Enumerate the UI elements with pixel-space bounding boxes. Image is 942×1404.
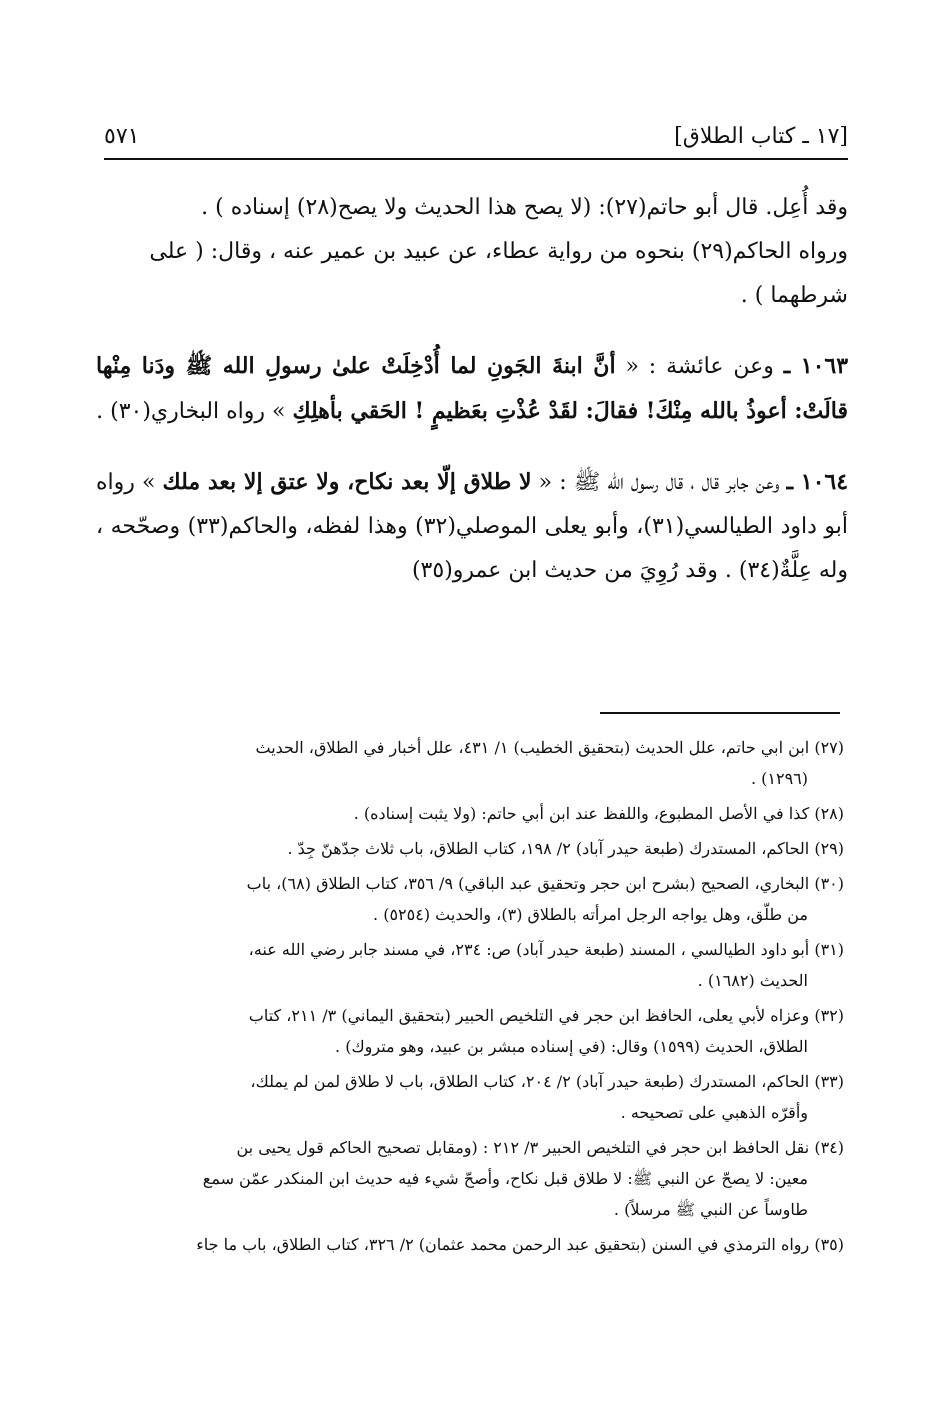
running-header [104, 118, 848, 160]
hadith-source: » رواه البخاري(٣٠) . [96, 399, 286, 424]
hadith-quote: لا طلاق إلّا بعد نكاح، ولا عتق إلا بعد ملك [162, 469, 532, 495]
footnote-line: (٣١) أبو داود الطيالسي ، المسند (طبعة حيدر آباد) ص: ٢٣٤، في مسند جابر رضي الله عنه، [248, 940, 844, 959]
footnote-line: طاوساً عن النبي ﷺ مرسلاً) . [613, 1200, 808, 1219]
footnote-line: من طلّق، وهل يواجه الرجل امرأته بالطلاق (٣)، والحديث (٥٢٥٤) . [373, 905, 808, 924]
hadith-source: » رواه أبو داود الطيالسي(٣١)، وأبو يعلى الموصلي(٣٢) وهذا لفظه، والحاكم(٣٣) وصحّحه ، وله عِلَّةٌ(٣٤) . وقد رُوِيَ من حديث ابن عمرو(٣٥) [96, 470, 849, 583]
paragraph-intro [96, 186, 848, 318]
footnote-line: (٢٧) ابن ابي حاتم، علل الحديث (بتحقيق الخطيب) ١/ ٤٣١، علل أخبار في الطلاق، الحديث [255, 738, 844, 757]
paragraph-line: ورواه الحاكم(٢٩) بنحوه من رواية عطاء، عن عبيد بن عمير عنه ، وقال: ( على [149, 239, 848, 264]
footnote-separator [600, 712, 840, 714]
footnote-line: الحديث (١٦٨٢) . [697, 971, 808, 990]
hadith-1064 [96, 460, 848, 593]
footnote-line: (١٢٩٦) . [750, 769, 808, 788]
footnote-28 [108, 798, 844, 829]
footnote-29 [108, 833, 844, 864]
paragraph-line: شرطهما ) . [740, 283, 848, 308]
hadith-number: ١٠٦٣ ـ [783, 353, 849, 379]
hadith-intro: وعن عائشة : « [625, 354, 774, 379]
paragraph-line: وقد أُعِل. قال أبو حاتم(٢٧): (لا يصح هذا الحديث ولا يصح(٢٨) إسناده ) . [201, 195, 848, 220]
footnote-line: (٢٩) الحاكم، المستدرك (طبعة حيدر آباد) ٢/ ١٩٨، كتاب الطلاق، باب ثلاث جدّهنّ جِدّ . [287, 839, 844, 858]
footnote-line: (٣٣) الحاكم، المستدرك (طبعة حيدر آباد) ٢/ ٢٠٤، كتاب الطلاق، باب لا طلاق لمن لم يملك، [250, 1072, 844, 1091]
footnote-31 [108, 934, 844, 996]
chapter-title: [١٧ ـ كتاب الطلاق] [674, 124, 848, 149]
footnote-line: (٣٥) رواه الترمذي في السنن (بتحقيق عبد الرحمن محمد عثمان) ٢/ ٣٢٦، كتاب الطلاق، باب ما جاء [196, 1235, 844, 1254]
hadith-1063 [96, 344, 848, 434]
footnote-line: وأقرّه الذهبي على تصحيحه . [620, 1103, 808, 1122]
page-number: ٥٧١ [104, 124, 140, 149]
footnote-33 [108, 1066, 844, 1128]
footnote-line: (٣٢) وعزاه لأبي يعلى، الحافظ ابن حجر في التلخيص الحبير (بتحقيق اليماني) ٣/ ٢١١، كتاب [248, 1006, 844, 1025]
hadith-number: ١٠٦٤ ـ [786, 469, 849, 495]
footnote-32 [108, 1000, 844, 1062]
footnote-line: (٣٠) البخاري، الصحيح (بشرح ابن حجر وتحقيق عبد الباقي) ٩/ ٣٥٦، كتاب الطلاق (٦٨)، باب [246, 874, 844, 893]
hadith-quote: أنَّ ابنةَ الجَونِ لما أُدْخِلَتْ علىٰ رسولِ الله ﷺ ودَنا مِنْها قالَتْ: أعوذُ بالله مِنْكَ! فقالَ: لقَدْ عُذْتِ بعَظيمٍ ! الحَقي بأهلِكِ [96, 353, 848, 424]
footnote-35 [108, 1229, 844, 1260]
footnote-34 [108, 1132, 844, 1225]
footnote-line: (٣٤) نقل الحافظ ابن حجر في التلخيص الحبير ٣/ ٢١٢ : (ومقابل تصحيح الحاكم قول يحيى بن [236, 1138, 844, 1157]
hadith-intro: وعن جابر قال ، قال رسول الله ﷺ : « [538, 470, 780, 495]
footnote-27 [108, 732, 844, 794]
footnote-30 [108, 868, 844, 930]
footnotes [108, 732, 844, 1264]
main-text [96, 186, 848, 593]
footnote-line: معين: لا يصحّ عن النبي ﷺ: لا طلاق قبل نكاح، وأصحّ شيء فيه حديث ابن المنكدر عمّن سمع [202, 1169, 808, 1188]
footnote-line: الطلاق، الحديث (١٥٩٩) وقال: (في إسناده مبشر بن عبيد، وهو متروك) . [335, 1037, 808, 1056]
footnote-line: (٢٨) كذا في الأصل المطبوع، واللفظ عند ابن أبي حاتم: (ولا يثبت إسناده) . [353, 804, 844, 823]
